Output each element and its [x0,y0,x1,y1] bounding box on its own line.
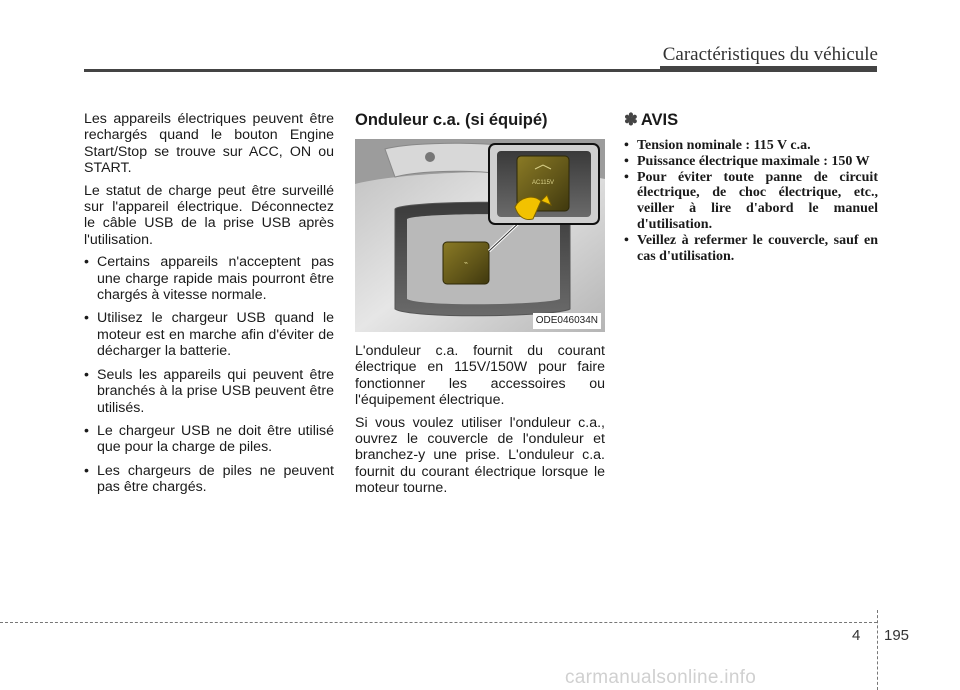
list-item: • Les chargeurs de piles ne peuvent pas être chargés. [84,463,334,496]
list-item: • Puissance électrique maximale : 150 W [624,154,878,170]
notice-title [624,111,878,129]
figure-label: ODE046034N [533,313,601,329]
watermark: carmanualsonline.info [565,667,757,688]
list-item: • Certains appareils n'acceptent pas une charge rapide mais pourront être chargés à vitesse normale. [84,254,334,303]
notice-title-text: AVIS [640,111,679,129]
notice-list [624,138,878,264]
usb-notes-list [84,254,334,495]
paragraph: Le statut de charge peut être surveillé sur l'appareil électrique. Déconnectez le câble USB de la prise USB après l'utilisation. [84,182,334,248]
footer-divider [0,622,877,623]
left-column [84,111,334,503]
asterisk-icon: ✽ [624,111,638,129]
header-divider-thick [660,66,877,72]
paragraph: Les appareils électriques peuvent être rechargés quand le bouton Engine Start/Stop se trouve sur ACC, ON ou START. [84,111,334,177]
middle-column [355,111,605,503]
list-item: • Pour éviter toute panne de circuit électrique, de choc électrique, etc., veiller à lire d'abord le manuel d'utilisation. [624,170,878,233]
footer-vertical-divider [877,610,878,690]
svg-text:⌁: ⌁ [463,260,469,267]
page-header-title: Caractéristiques du véhicule [662,44,878,65]
chapter-number: 4 [852,627,861,644]
cover-label: AC115V [532,180,554,186]
paragraph: Si vous voulez utiliser l'onduleur c.a., ouvrez le couvercle de l'onduleur et branchez-y une prise. L'onduleur c.a. fournit du courant électrique lorsque le moteur tourne. [355,414,605,497]
list-item: • Tension nominale : 115 V c.a. [624,138,878,154]
page-number: 195 [884,627,910,644]
inverter-illustration [355,139,605,332]
list-item: • Utilisez le chargeur USB quand le moteur est en marche afin d'éviter de décharger la batterie. [84,310,334,359]
section-title: Onduleur c.a. (si équipé) [355,111,548,129]
paragraph: L'onduleur c.a. fournit du courant électrique en 115V/150W pour faire fonctionner les accessoires ou l'équipement électrique. [355,343,605,409]
right-column [624,111,878,264]
list-item: • Seuls les appareils qui peuvent être branchés à la prise USB peuvent être utilisés. [84,367,334,416]
inverter-drawing [355,139,605,332]
list-item: • Veillez à refermer le couvercle, sauf en cas d'utilisation. [624,233,878,265]
list-item: • Le chargeur USB ne doit être utilisé que pour la charge de piles. [84,423,334,456]
